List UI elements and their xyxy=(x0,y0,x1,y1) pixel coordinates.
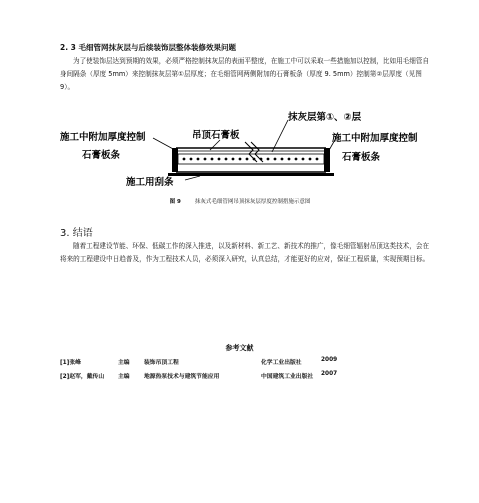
references-title: 参考文献 xyxy=(225,344,254,352)
conclusion-paragraph: 随着工程建设节能、环保、低碳工作的深入推进，以及新材料、新工艺、新技术的推广，像毛细管辐射吊顶这类技术，会在将来的工程建设中日趋普及，作为工程技术人员，必须深入研究，认真总结，才能更好的应对，保证工程质量，实现预期目标。 xyxy=(60,242,430,263)
label-left-strip-1: 施工中附加厚度控制 xyxy=(60,132,146,143)
left-gypsum-strip xyxy=(172,148,178,172)
label-right-strip-2: 石膏板条 xyxy=(342,152,381,163)
scraper-bar xyxy=(168,173,334,176)
label-plaster-layers: 抹灰层第①、②层 xyxy=(288,112,362,123)
section-paragraph: 为了使装饰层达到预期的效果，必须严格控制抹灰层的表面平整度，在施工中可以采取一些措施加以控制，比如用毛细管自身间隔条（厚度 5mm）来控制抹灰层第①层厚度；在毛细管网两侧附加的石膏板条（厚度 9. 5mm）控制第②层厚度（见图 9）。 xyxy=(60,57,430,91)
label-scraper: 施工用刮条 xyxy=(126,177,174,188)
figure-9-diagram xyxy=(60,110,430,202)
figure-caption-text: 抹灰式毛细管网吊顶抹灰层厚度控制措施示意图 xyxy=(194,199,311,205)
figure-caption xyxy=(60,197,420,205)
section-title: 2. 3 毛细管网抹灰层与后续装饰层整体装修效果问题 xyxy=(60,43,237,52)
label-right-strip-1: 施工中附加厚度控制 xyxy=(332,133,418,144)
reference-author: [1]张峰 xyxy=(60,360,81,366)
label-ceiling-board: 吊顶石膏板 xyxy=(192,130,240,141)
figure-number: 图 9 xyxy=(169,199,181,205)
right-gypsum-strip xyxy=(324,148,330,172)
reference-publisher: 化学工业出版社 xyxy=(261,360,302,366)
reference-title: 地源热泵技术与建筑节能应用 xyxy=(144,374,220,380)
reference-publisher: 中国建筑工业出版社 xyxy=(261,374,314,380)
reference-role: 主编 xyxy=(118,360,130,366)
reference-year: 2009 xyxy=(321,357,338,363)
label-left-strip-2: 石膏板条 xyxy=(82,150,121,161)
conclusion-heading: 3. 结语 xyxy=(60,228,93,239)
reference-author: [2]赵军，戴传山 xyxy=(60,374,105,380)
reference-role: 主编 xyxy=(118,374,130,380)
reference-title: 装饰吊顶工程 xyxy=(144,360,179,366)
reference-year: 2007 xyxy=(321,371,338,377)
